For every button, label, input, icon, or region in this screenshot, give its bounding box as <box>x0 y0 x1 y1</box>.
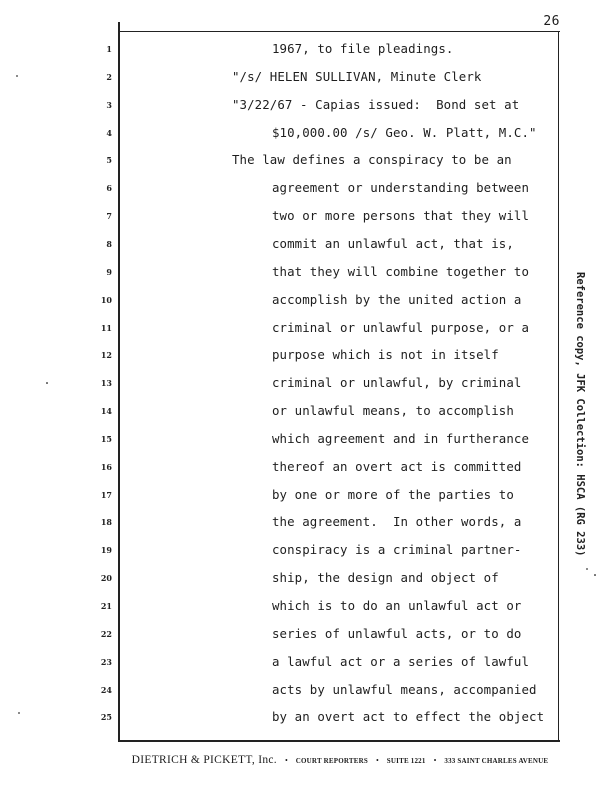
transcript-line: agreement or understanding between <box>272 180 530 196</box>
footer-separator: • <box>375 756 379 765</box>
line-number: 4 <box>106 127 112 138</box>
scan-speck <box>18 712 20 714</box>
line-number: 8 <box>106 238 112 249</box>
line-number: 17 <box>100 489 112 500</box>
transcript-line: the agreement. In other words, a <box>272 514 522 530</box>
transcript-line: acts by unlawful means, accompanied <box>272 681 537 697</box>
line-number: 7 <box>106 211 112 222</box>
line-number: 21 <box>100 601 112 611</box>
transcript-line: criminal or unlawful, by criminal <box>272 375 522 391</box>
line-number: 13 <box>100 378 112 389</box>
archive-reference-note: Reference copy, JFK Collection: HSCA (RG 233) <box>574 272 586 557</box>
line-number: 12 <box>100 350 112 361</box>
line-number: 24 <box>100 684 112 695</box>
right-margin-rule <box>558 32 559 740</box>
line-number: 10 <box>100 294 112 305</box>
footer-address: 333 SAINT CHARLES AVENUE <box>444 757 549 765</box>
transcript-line: that they will combine together to <box>272 263 530 279</box>
firm-name: DIETRICH & PICKETT, Inc. <box>131 754 277 766</box>
bottom-rule <box>118 740 560 742</box>
page-number: 26 <box>543 14 560 29</box>
transcript-line: accomplish by the united action a <box>272 291 522 307</box>
line-number: 2 <box>106 71 112 82</box>
line-number: 19 <box>100 545 112 556</box>
line-number: 25 <box>100 712 112 723</box>
line-number: 16 <box>100 461 112 472</box>
transcript-line: criminal or unlawful purpose, or a <box>272 319 530 335</box>
line-number: 23 <box>100 656 112 667</box>
line-number: 20 <box>100 573 112 584</box>
transcript-line: "3/22/67 - Capias issued: Bond set at <box>232 96 520 112</box>
footer-separator: • <box>433 756 437 765</box>
scan-speck <box>594 574 596 576</box>
scan-speck <box>16 75 18 77</box>
transcript-line: or unlawful means, to accomplish <box>272 403 514 419</box>
footer-court-reporters: COURT REPORTERS <box>295 757 368 765</box>
line-number: 22 <box>100 628 112 639</box>
footer-separator: • <box>284 756 288 765</box>
transcript-line: thereof an overt act is committed <box>272 458 522 474</box>
scan-speck <box>46 382 48 384</box>
line-number: 3 <box>106 99 112 110</box>
line-number: 18 <box>100 517 112 528</box>
transcript-line: commit an unlawful act, that is, <box>272 235 514 251</box>
transcript-line: conspiracy is a criminal partner- <box>272 542 522 558</box>
scan-speck <box>586 568 588 570</box>
court-reporter-footer <box>120 750 560 768</box>
line-number: 9 <box>106 266 112 277</box>
transcript-line: series of unlawful acts, or to do <box>272 625 522 641</box>
transcript-line: a lawful act or a series of lawful <box>272 653 530 669</box>
line-number: 6 <box>106 183 112 194</box>
transcript-line: $10,000.00 /s/ Geo. W. Platt, M.C." <box>272 124 537 140</box>
top-rule <box>118 31 560 32</box>
transcript-line: which is to do an unlawful act or <box>272 598 522 613</box>
transcript-line: The law defines a conspiracy to be an <box>232 152 512 168</box>
transcript-line: by an overt act to effect the object <box>272 709 545 725</box>
transcript-line: purpose which is not in itself <box>272 347 499 363</box>
transcript-line: which agreement and in furtherance <box>272 430 530 446</box>
footer-suite: SUITE 1221 <box>386 757 426 765</box>
line-number: 11 <box>100 322 112 333</box>
line-number: 15 <box>100 433 112 444</box>
line-number: 14 <box>100 406 112 417</box>
transcript-line: 1967, to file pleadings. <box>272 41 454 56</box>
transcript-line: two or more persons that they will <box>272 208 530 224</box>
transcript-line: ship, the design and object of <box>272 570 499 586</box>
line-number: 1 <box>106 44 112 54</box>
transcript-line: "/s/ HELEN SULLIVAN, Minute Clerk <box>232 68 482 84</box>
transcript-line: by one or more of the parties to <box>272 486 514 502</box>
left-margin-rule <box>118 22 120 740</box>
line-number: 5 <box>106 155 112 166</box>
